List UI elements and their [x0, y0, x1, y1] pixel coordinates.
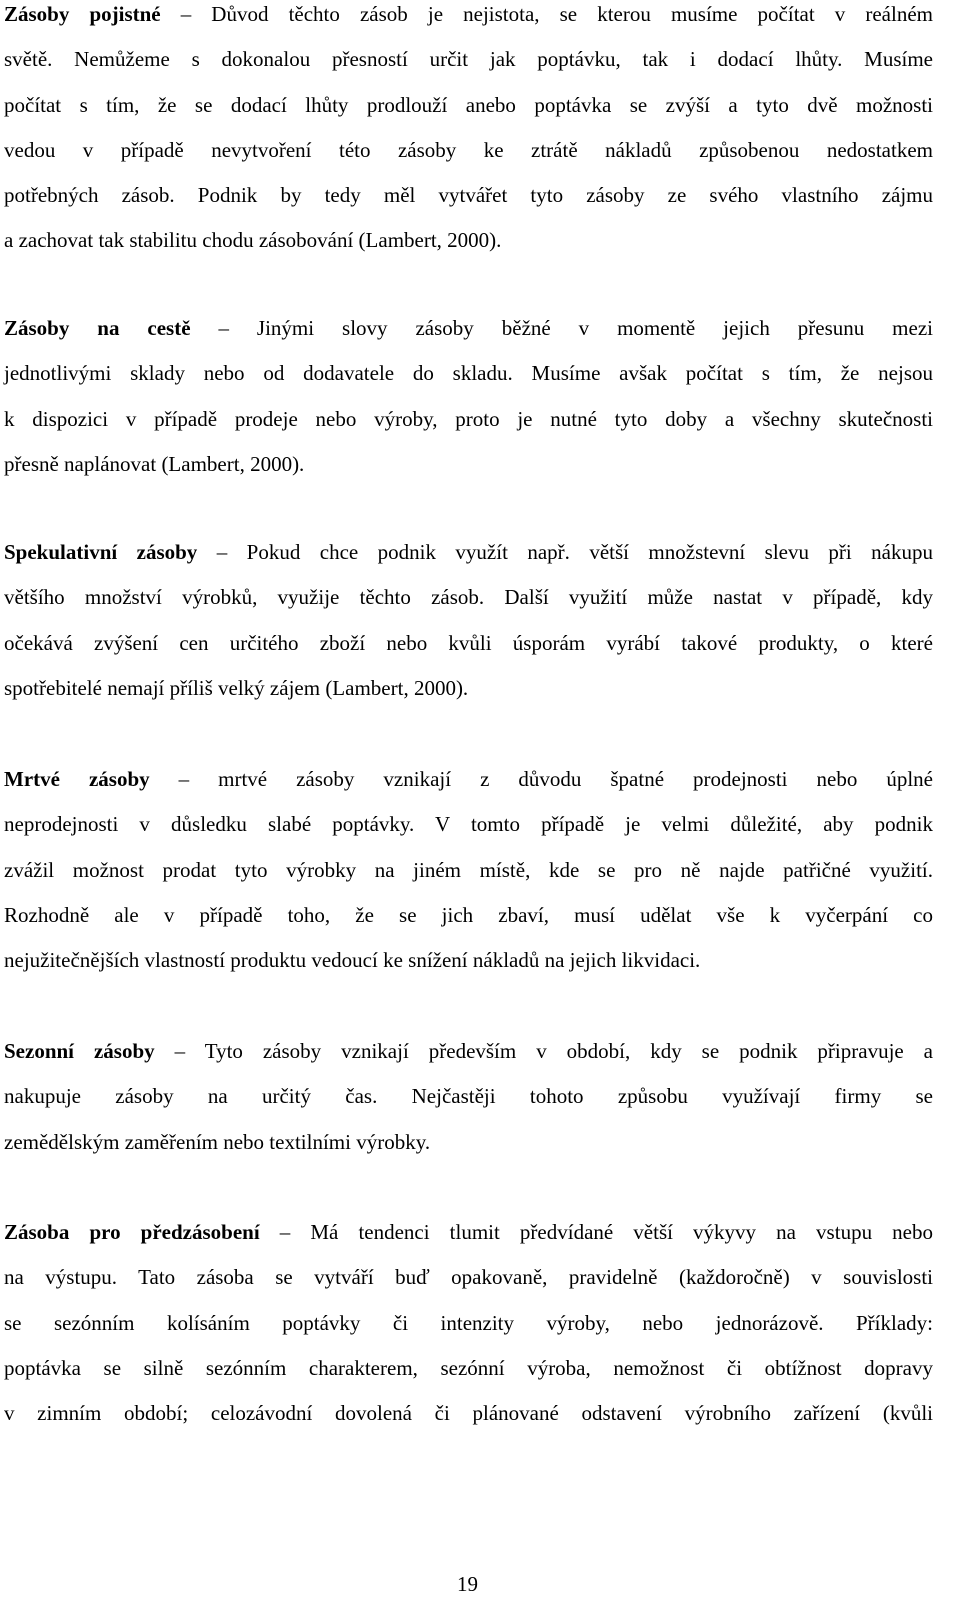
paragraph-line: vedou v případě nevytvoření této zásoby ke ztrátě nákladů způsobenou nedostatkem — [4, 137, 933, 162]
paragraph-line: nakupuje zásoby na určitý čas. Nejčastěji tohoto způsobu využívají firmy se — [4, 1084, 933, 1109]
paragraph-line: počítat s tím, že se dodací lhůty prodlouží anebo poptávka se zvýší a tyto dvě možnosti — [4, 92, 933, 117]
term-heading: Zásoba pro předzásobení — [4, 1220, 260, 1244]
paragraph-line: a zachovat tak stabilitu chodu zásobování (Lambert, 2000). — [4, 228, 502, 253]
paragraph-line: Zásoby pojistné – Důvod těchto zásob je nejistota, se kterou musíme počítat v reálném — [4, 2, 933, 26]
paragraph-anticipation-stock — [4, 1210, 933, 1436]
paragraph-line: Rozhodně ale v případě toho, že se jich zbaví, musí udělat vše k vyčerpání co — [4, 902, 933, 927]
term-heading: Spekulativní zásoby — [4, 540, 198, 564]
paragraph-line: Spekulativní zásoby – Pokud chce podnik využít např. větší množstevní slevu při nákupu — [4, 540, 933, 564]
paragraph-line: očekává zvýšení cen určitého zboží nebo kvůli úsporám vyrábí takové produkty, o které — [4, 630, 933, 655]
paragraph-line: se sezónním kolísáním poptávky či intenzity výroby, nebo jednorázově. Příklady: — [4, 1310, 933, 1335]
paragraph-line: Mrtvé zásoby – mrtvé zásoby vznikají z důvodu špatné prodejnosti nebo úplné — [4, 767, 933, 791]
paragraph-line: spotřebitelé nemají příliš velký zájem (Lambert, 2000). — [4, 675, 469, 700]
paragraph-line: většího množství výrobků, využije těchto zásob. Další využití může nastat v případě, kdy — [4, 585, 933, 610]
paragraph-line: zemědělským zaměřením nebo textilními výrobky. — [4, 1129, 431, 1154]
paragraph-safety-stock — [4, 0, 933, 264]
paragraph-line: přesně naplánovat (Lambert, 2000). — [4, 451, 305, 476]
paragraph-in-transit-stock — [4, 306, 933, 487]
paragraph-line: potřebných zásob. Podnik by tedy měl vytvářet tyto zásoby ze svého vlastního zájmu — [4, 183, 933, 208]
paragraph-line: v zimním období; celozávodní dovolená či plánované odstavení výrobního zařízení (kvůli — [4, 1401, 933, 1426]
paragraph-line: na výstupu. Tato zásoba se vytváří buď opakovaně, pravidelně (každoročně) v souvislosti — [4, 1265, 933, 1290]
paragraph-line: jednotlivými sklady nebo od dodavatele do skladu. Musíme avšak počítat s tím, že nejsou — [4, 361, 933, 386]
paragraph-line: poptávka se silně sezónním charakterem, sezónní výroba, nemožnost či obtížnost dopravy — [4, 1355, 933, 1380]
paragraph-line: Zásoby na cestě – Jinými slovy zásoby běžné v momentě jejich přesunu mezi — [4, 316, 933, 340]
paragraph-dead-stock — [4, 757, 933, 983]
paragraph-speculative-stock — [4, 530, 933, 711]
paragraph-line: neprodejnosti v důsledku slabé poptávky. V tomto případě je velmi důležité, aby podnik — [4, 812, 933, 837]
paragraph-line: Zásoba pro předzásobení – Má tendenci tlumit předvídané větší výkyvy na vstupu nebo — [4, 1220, 933, 1244]
term-heading: Zásoby na cestě — [4, 316, 191, 340]
paragraph-line: Sezonní zásoby – Tyto zásoby vznikají především v období, kdy se podnik připravuje a — [4, 1039, 934, 1063]
term-heading: Mrtvé zásoby — [4, 767, 150, 791]
paragraph-line: nejužitečnějších vlastností produktu vedoucí ke snížení nákladů na jejich likvidaci. — [4, 948, 701, 973]
paragraph-line: světě. Nemůžeme s dokonalou přesností určit jak poptávku, tak i dodací lhůty. Musíme — [4, 47, 933, 72]
paragraph-seasonal-stock — [4, 1029, 933, 1165]
page-number: 19 — [457, 1572, 478, 1596]
paragraph-line: zvážil možnost prodat tyto výrobky na jiném místě, kde se pro ně najde patřičné využití. — [4, 857, 933, 882]
term-heading: Zásoby pojistné — [4, 2, 161, 26]
term-heading: Sezonní zásoby — [4, 1039, 155, 1063]
paragraph-line: k dispozici v případě prodeje nebo výroby, proto je nutné tyto doby a všechny skutečnosti — [4, 406, 933, 431]
